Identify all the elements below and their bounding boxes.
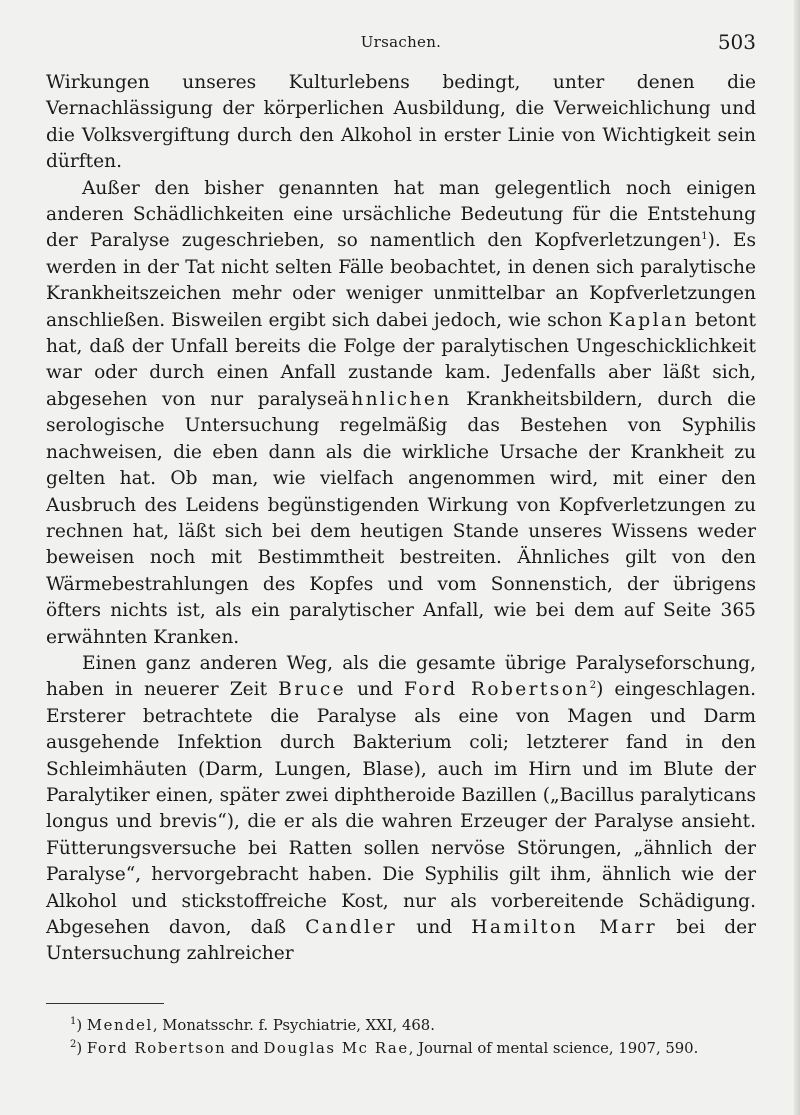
paragraph-3-text-c: ) eingeschlagen. Ersterer betrachtete die Paralyse als eine von Magen und Darm ausgehende Infektion durch Bakterium coli; letzterer fand in den Schleimhäuten (Darm, Lungen, Blase), auch im Hirn und im Blute der Paralytiker einen, später zwei diphtheroide Bazillen („Bacillus paralyticans longus und brevis“), die er als die wahren Erzeuger der Paralyse ansieht. Fütterungsversuche bei Ratten sollen nervöse Störungen, „ähnlich der Paralyse“, hervorgebracht haben. Die Syphilis gilt ihm, ähnlich wie der Alkohol und stickstoffreiche Kost, nur als vorbereitende Schädigung. Abgesehen davon, daß bbox=[46, 679, 756, 938]
footnote-1-paren: ) bbox=[76, 1017, 87, 1034]
footnote-1-marker: 1 bbox=[70, 1016, 77, 1028]
paragraph-3-text-a: Einen ganz anderen Weg, als die gesamte übrige Paralyseforschung, haben in neuerer Zeit bbox=[46, 652, 756, 701]
footnote-2-and: and bbox=[226, 1039, 264, 1057]
footnote-ref-2: 2 bbox=[589, 680, 597, 692]
paragraph-2 bbox=[46, 176, 756, 651]
footnote-2-author-1: Ford Robertson bbox=[86, 1039, 227, 1057]
paragraph-3-text-b: und bbox=[346, 679, 405, 701]
paragraph-3-text-d: und bbox=[397, 917, 472, 938]
footnote-2-marker: 2 bbox=[70, 1038, 77, 1050]
footnote-ref-1: 1 bbox=[701, 231, 708, 243]
author-name-bruce: Bruce bbox=[278, 679, 347, 701]
body-text bbox=[46, 70, 756, 968]
footnote-1-text: , Monatsschr. f. Psychiatrie, XXI, 468. bbox=[152, 1017, 435, 1034]
author-name-candler: Candler bbox=[305, 917, 398, 938]
running-head-title: Ursachen. bbox=[360, 33, 442, 51]
paragraph-3 bbox=[46, 651, 756, 968]
paragraph-2-text-a: Außer den bisher genannten hat man gelegentlich noch einigen anderen Schädlichkeiten eine ursächliche Bedeutung für die Entstehung der Paralyse zugeschrieben, so namentlich den Kopfverletzungen bbox=[46, 177, 756, 252]
emphasis-aehnlichen: ähnlichen bbox=[337, 388, 452, 410]
footnote-2 bbox=[46, 1038, 756, 1061]
author-name-hamilton-marr: Hamilton Marr bbox=[471, 917, 658, 938]
paragraph-2-text-c: betont hat, daß der Unfall bereits die Folge der paralytischen Ungeschicklichkeit war oder durch einen Anfall zustande kam. Jedenfalls aber läßt sich, abgesehen von nur paralyse bbox=[46, 309, 756, 410]
paragraph-2-text-d: Krankheitsbildern, durch die serologische Untersuchung regelmäßig das Bestehen von Syphilis nachweisen, die eben dann als die wirkliche Ursache der Krankheit zu gelten hat. Ob man, wie vielfach angenommen wird, mit einer den Ausbruch des Leidens begünstigenden Wirkung von Kopfverletzungen zu rechnen hat, läßt sich bei dem heutigen Stande unseres Wissens weder beweisen noch mit Bestimmtheit bestreiten. Ähnliches gilt von den Wärmebestrahlungen des Kopfes und vom Sonnenstich, der übrigens öfters nichts ist, als ein paralytischer Anfall, wie bei dem auf Seite 365 erwähnten Kranken. bbox=[46, 388, 756, 648]
footnote-2-text: , Journal of mental science, 1907, 590. bbox=[408, 1039, 699, 1057]
author-name-kaplan: Kaplan bbox=[608, 309, 689, 331]
paragraph-3-text-e: bei der Untersuchung zahlreicher bbox=[46, 917, 757, 965]
running-head bbox=[46, 30, 756, 60]
footnote-1 bbox=[46, 1015, 756, 1038]
paragraph-1: Wirkungen unseres Kulturlebens bedingt, unter denen die Vernachlässigung der körperlichen Ausbildung, die Verweichlichung und die Volksvergiftung durch den Alkohol in erster Linie von Wichtigkeit sein dürften. bbox=[46, 72, 756, 173]
page-number: 503 bbox=[717, 30, 756, 54]
author-name-ford-robertson: Ford Robertson bbox=[404, 679, 590, 701]
footnotes bbox=[46, 1015, 756, 1060]
paragraph-2-text-b: ). Es werden in der Tat nicht selten Fälle beobachtet, in denen sich paralytische Krankheitszeichen mehr oder weniger unmittelbar an Kopfverletzungen anschließen. Bisweilen ergibt sich dabei jedoch, wie schon bbox=[46, 230, 756, 331]
footnote-2-author-2: Douglas Mc Rae bbox=[263, 1039, 409, 1057]
footnote-1-author: Mendel bbox=[86, 1017, 153, 1034]
footnote-divider bbox=[46, 1003, 164, 1004]
footnote-2-paren: ) bbox=[76, 1039, 87, 1057]
